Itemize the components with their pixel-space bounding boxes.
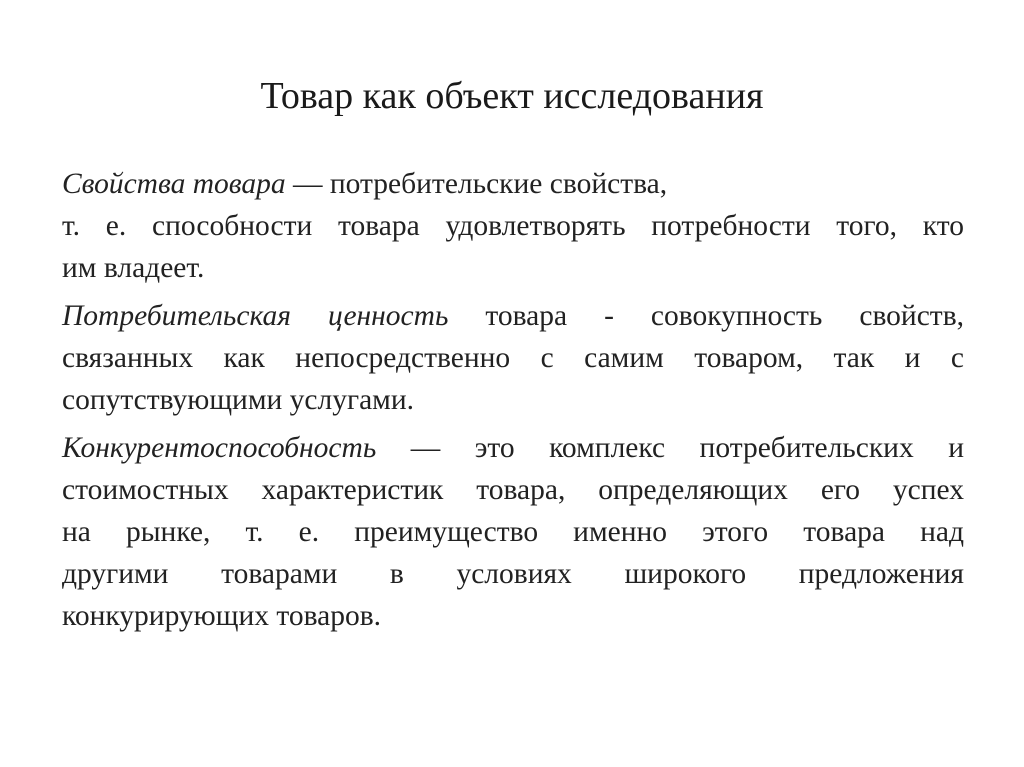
line-text: товара - совокупность свойств, <box>448 300 964 332</box>
text-line: связанных как непосредственно с самим товаром, так и с <box>62 342 964 374</box>
line-text: — потребительские свойства, <box>285 168 668 200</box>
text-line <box>62 295 964 337</box>
line-text: — это комплекс потребительских и <box>376 432 964 464</box>
text-line: т. е. способности товара удовлетворять потребности того, кто <box>62 210 964 242</box>
text-line: другими товарами в условиях широкого предложения <box>62 558 964 590</box>
text-line: на рынке, т. е. преимущество именно этого товара над <box>62 516 964 548</box>
text-line <box>62 163 964 205</box>
term-product-properties: Свойства товара <box>62 168 286 200</box>
paragraph-product-properties <box>62 163 964 289</box>
term-competitiveness: Конкурентоспособность <box>62 432 377 464</box>
text-line: стоимостных характеристик товара, определяющих его успех <box>62 474 964 506</box>
term-consumer-value: Потребительская ценность <box>62 300 449 332</box>
slide-content <box>62 163 964 643</box>
text-line: сопутствующими услугами. <box>62 384 414 416</box>
paragraph-consumer-value <box>62 295 964 421</box>
text-line: им владеет. <box>62 252 205 284</box>
slide-title: Товар как объект исследования <box>260 75 764 117</box>
paragraph-competitiveness <box>62 427 964 637</box>
text-line: конкурирующих товаров. <box>62 600 382 632</box>
text-line <box>62 427 964 469</box>
